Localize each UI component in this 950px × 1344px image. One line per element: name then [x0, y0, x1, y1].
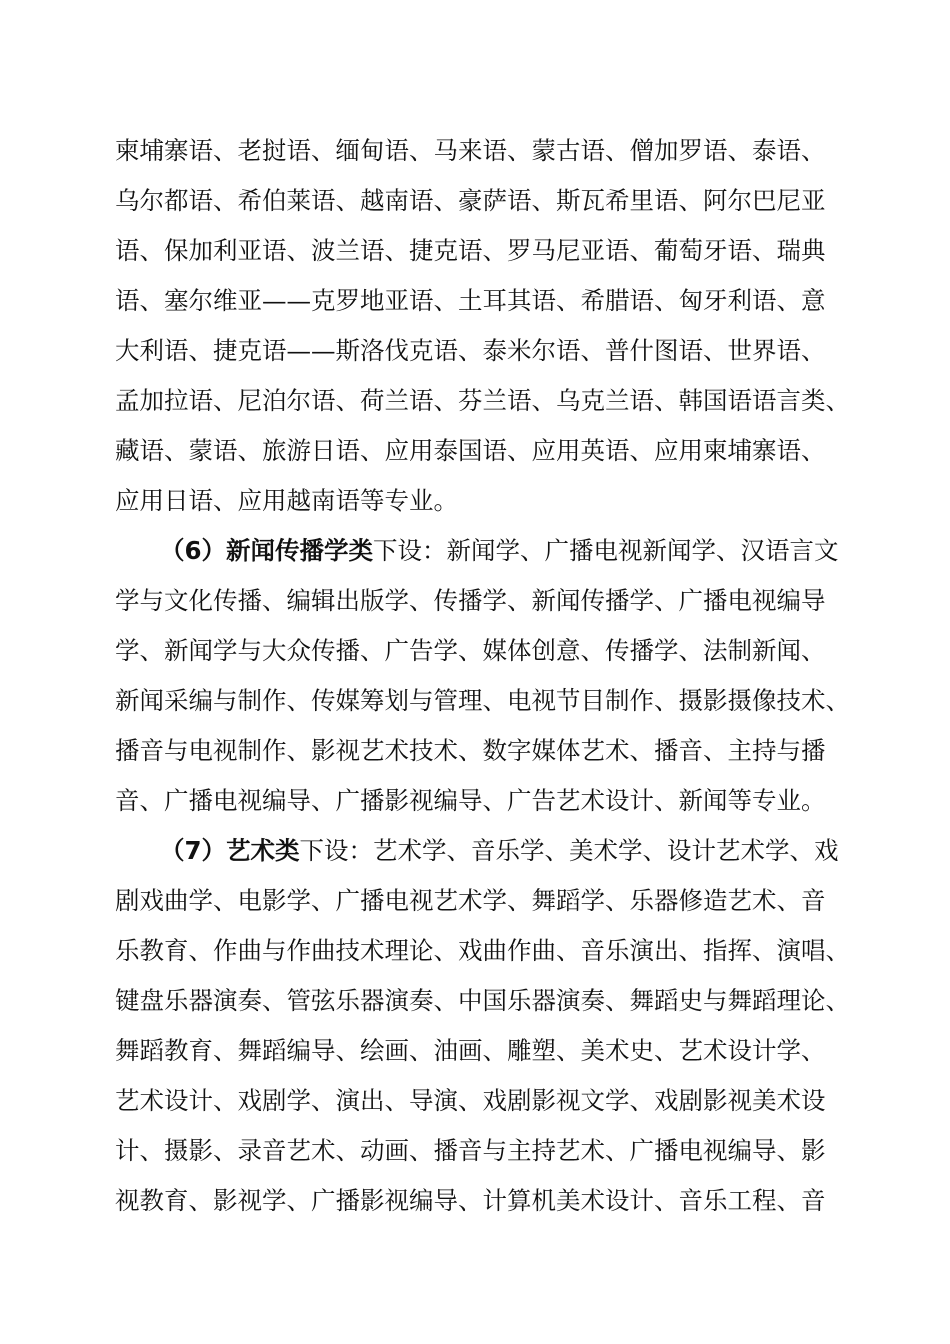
text-line: 乐教育、作曲与作曲技术理论、戏曲作曲、音乐演出、指挥、演唱、	[115, 936, 850, 965]
text-line: 应用日语、应用越南语等专业。	[115, 486, 458, 515]
text-line: 视教育、影视学、广播影视编导、计算机美术设计、音乐工程、音	[115, 1186, 826, 1215]
text-span: 下设：新闻学、广播电视新闻学、汉语言文	[373, 536, 839, 565]
text-line: 播音与电视制作、影视艺术技术、数字媒体艺术、播音、主持与播	[115, 736, 826, 765]
section-heading: （7）艺术类	[160, 836, 300, 865]
text-line: 语、保加利亚语、波兰语、捷克语、罗马尼亚语、葡萄牙语、瑞典	[115, 236, 826, 265]
paragraph-first-line	[160, 526, 875, 576]
text-line: 艺术设计、戏剧学、演出、导演、戏剧影视文学、戏剧影视美术设	[115, 1086, 826, 1115]
text-line: 乌尔都语、希伯莱语、越南语、豪萨语、斯瓦希里语、阿尔巴尼亚	[115, 186, 826, 215]
text-line: 藏语、蒙语、旅游日语、应用泰国语、应用英语、应用柬埔寨语、	[115, 436, 826, 465]
text-line: 键盘乐器演奏、管弦乐器演奏、中国乐器演奏、舞蹈史与舞蹈理论、	[115, 986, 850, 1015]
text-line: 新闻采编与制作、传媒筹划与管理、电视节目制作、摄影摄像技术、	[115, 686, 850, 715]
text-line: 舞蹈教育、舞蹈编导、绘画、油画、雕塑、美术史、艺术设计学、	[115, 1036, 826, 1065]
text-line: 柬埔寨语、老挝语、缅甸语、马来语、蒙古语、僧加罗语、泰语、	[115, 136, 826, 165]
text-line: 音、广播电视编导、广播影视编导、广告艺术设计、新闻等专业。	[115, 786, 826, 815]
text-line: 剧戏曲学、电影学、广播电视艺术学、舞蹈学、乐器修造艺术、音	[115, 886, 826, 915]
text-line: 学与文化传播、编辑出版学、传播学、新闻传播学、广播电视编导	[115, 586, 826, 615]
paragraph-first-line	[160, 826, 875, 876]
text-line: 语、塞尔维亚——克罗地亚语、土耳其语、希腊语、匈牙利语、意	[115, 286, 826, 315]
text-span: 下设：艺术学、音乐学、美术学、设计艺术学、戏	[299, 836, 839, 865]
text-line: 孟加拉语、尼泊尔语、荷兰语、芬兰语、乌克兰语、韩国语语言类、	[115, 386, 850, 415]
text-line: 大利语、捷克语——斯洛伐克语、泰米尔语、普什图语、世界语、	[115, 336, 826, 365]
section-heading: （6）新闻传播学类	[160, 536, 374, 565]
text-line: 计、摄影、录音艺术、动画、播音与主持艺术、广播电视编导、影	[115, 1136, 826, 1165]
text-line: 学、新闻学与大众传播、广告学、媒体创意、传播学、法制新闻、	[115, 636, 826, 665]
